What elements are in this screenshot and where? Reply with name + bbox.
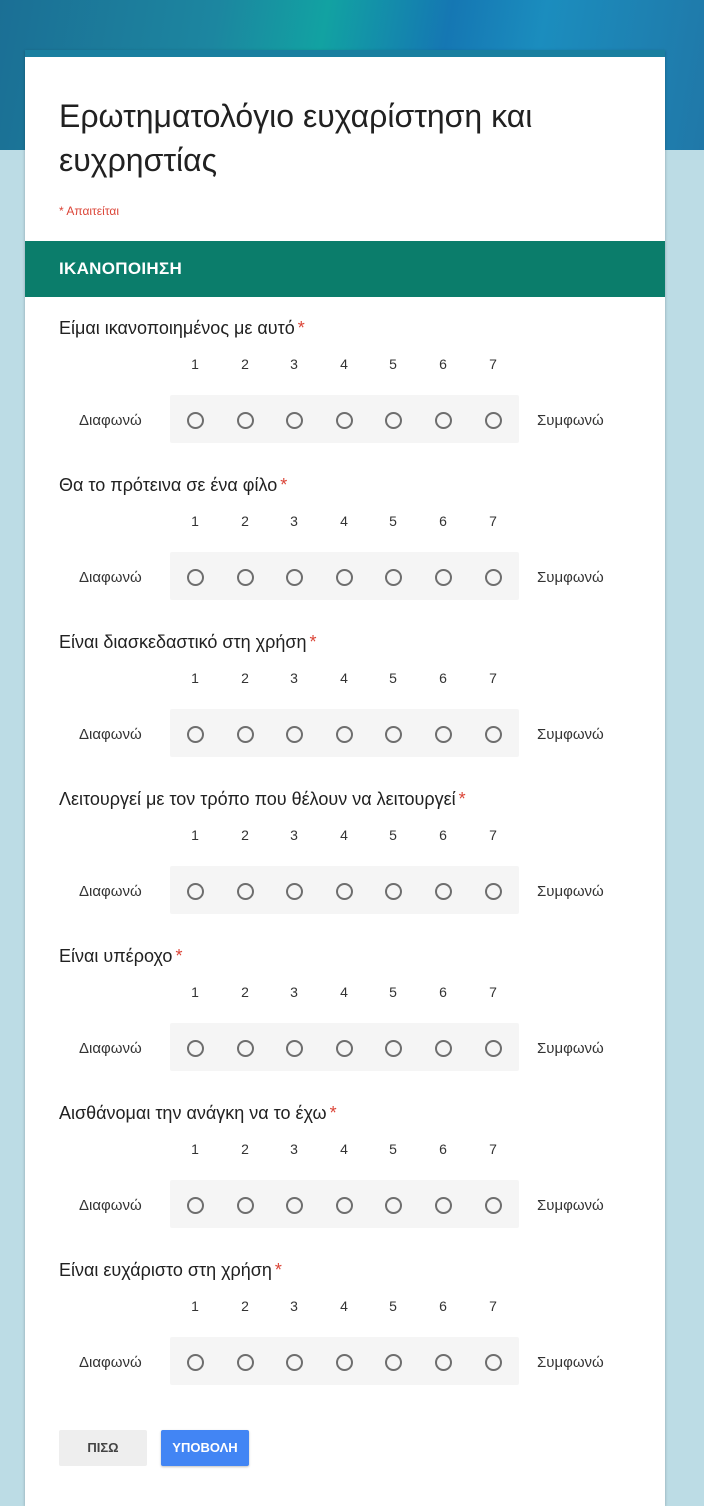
scale-number: 5 <box>389 984 397 1000</box>
question-title <box>59 317 305 339</box>
radio-option-4[interactable] <box>336 1040 353 1057</box>
radio-option-2[interactable] <box>237 1354 254 1371</box>
radio-option-5[interactable] <box>385 1354 402 1371</box>
radio-option-2[interactable] <box>237 569 254 586</box>
scale-number: 2 <box>241 1141 249 1157</box>
scale-number: 4 <box>340 984 348 1000</box>
scale-number: 1 <box>191 513 199 529</box>
scale-right-label: Συμφωνώ <box>537 1040 604 1057</box>
scale-number: 6 <box>439 1298 447 1314</box>
scale-number: 7 <box>489 356 497 372</box>
radio-option-3[interactable] <box>286 412 303 429</box>
radio-option-4[interactable] <box>336 1197 353 1214</box>
scale-number: 3 <box>290 1141 298 1157</box>
radio-option-2[interactable] <box>237 726 254 743</box>
scale-number: 1 <box>191 356 199 372</box>
scale-left-label: Διαφωνώ <box>79 1197 142 1214</box>
radio-option-7[interactable] <box>485 1354 502 1371</box>
question-title <box>59 474 287 496</box>
radio-option-6[interactable] <box>435 883 452 900</box>
radio-option-1[interactable] <box>187 726 204 743</box>
scale-number: 6 <box>439 670 447 686</box>
scale-number: 4 <box>340 827 348 843</box>
scale-left-label: Διαφωνώ <box>79 726 142 743</box>
card-accent-bar <box>25 50 665 57</box>
radio-option-1[interactable] <box>187 883 204 900</box>
scale-number: 4 <box>340 513 348 529</box>
scale-number: 1 <box>191 827 199 843</box>
radio-option-5[interactable] <box>385 569 402 586</box>
radio-option-5[interactable] <box>385 412 402 429</box>
scale-number: 5 <box>389 356 397 372</box>
radio-option-6[interactable] <box>435 569 452 586</box>
radio-option-7[interactable] <box>485 569 502 586</box>
radio-option-3[interactable] <box>286 1354 303 1371</box>
radio-option-7[interactable] <box>485 412 502 429</box>
radio-option-2[interactable] <box>237 412 254 429</box>
radio-option-6[interactable] <box>435 412 452 429</box>
radio-option-4[interactable] <box>336 569 353 586</box>
scale-number: 6 <box>439 1141 447 1157</box>
scale-number: 2 <box>241 827 249 843</box>
scale-number: 4 <box>340 356 348 372</box>
scale-number: 4 <box>340 1298 348 1314</box>
scale-number: 5 <box>389 513 397 529</box>
question-item <box>25 788 665 945</box>
question-title <box>59 1259 282 1281</box>
radio-option-4[interactable] <box>336 883 353 900</box>
scale-number: 6 <box>439 356 447 372</box>
question-item <box>25 1102 665 1259</box>
required-star: * <box>458 789 466 809</box>
required-star: * <box>280 475 288 495</box>
radio-option-1[interactable] <box>187 569 204 586</box>
scale-number: 1 <box>191 984 199 1000</box>
scale-right-label: Συμφωνώ <box>537 1197 604 1214</box>
radio-option-6[interactable] <box>435 726 452 743</box>
scale-left-label: Διαφωνώ <box>79 883 142 900</box>
question-item <box>25 631 665 788</box>
radio-option-7[interactable] <box>485 1040 502 1057</box>
radio-option-1[interactable] <box>187 1040 204 1057</box>
radio-option-5[interactable] <box>385 883 402 900</box>
question-text: Είμαι ικανοποιημένος με αυτό <box>59 318 295 338</box>
scale-number: 2 <box>241 984 249 1000</box>
scale-number: 6 <box>439 827 447 843</box>
question-title <box>59 631 316 653</box>
required-star: * <box>175 946 183 966</box>
radio-option-4[interactable] <box>336 726 353 743</box>
scale-number: 3 <box>290 670 298 686</box>
radio-option-5[interactable] <box>385 1197 402 1214</box>
scale-left-label: Διαφωνώ <box>79 1040 142 1057</box>
scale-number: 1 <box>191 670 199 686</box>
required-star: * <box>274 1260 282 1280</box>
question-item <box>25 317 665 474</box>
question-title <box>59 788 466 810</box>
scale-number: 7 <box>489 984 497 1000</box>
scale-number: 7 <box>489 670 497 686</box>
scale-number: 1 <box>191 1141 199 1157</box>
question-text: Αισθάνομαι την ανάγκη να το έχω <box>59 1103 327 1123</box>
radio-option-7[interactable] <box>485 1197 502 1214</box>
radio-option-4[interactable] <box>336 1354 353 1371</box>
scale-left-label: Διαφωνώ <box>79 1354 142 1371</box>
radio-option-1[interactable] <box>187 412 204 429</box>
scale-right-label: Συμφωνώ <box>537 412 604 429</box>
form-card <box>25 50 665 1506</box>
scale-number: 2 <box>241 513 249 529</box>
scale-number: 7 <box>489 513 497 529</box>
scale-right-label: Συμφωνώ <box>537 726 604 743</box>
radio-option-7[interactable] <box>485 726 502 743</box>
scale-right-label: Συμφωνώ <box>537 569 604 586</box>
question-item <box>25 945 665 1102</box>
scale-left-label: Διαφωνώ <box>79 412 142 429</box>
scale-number: 4 <box>340 670 348 686</box>
submit-button[interactable]: ΥΠΟΒΟΛΗ <box>161 1430 249 1466</box>
radio-option-2[interactable] <box>237 883 254 900</box>
question-item <box>25 474 665 631</box>
question-text: Είναι διασκεδαστικό στη χρήση <box>59 632 307 652</box>
radio-option-3[interactable] <box>286 726 303 743</box>
scale-left-label: Διαφωνώ <box>79 569 142 586</box>
radio-option-3[interactable] <box>286 569 303 586</box>
scale-number: 3 <box>290 984 298 1000</box>
scale-number: 5 <box>389 827 397 843</box>
question-title <box>59 1102 337 1124</box>
scale-number: 3 <box>290 827 298 843</box>
section-header: ΙΚΑΝΟΠΟΙΗΣΗ <box>25 241 665 297</box>
scale-number: 7 <box>489 827 497 843</box>
radio-option-6[interactable] <box>435 1354 452 1371</box>
radio-option-4[interactable] <box>336 412 353 429</box>
radio-option-5[interactable] <box>385 1040 402 1057</box>
question-item <box>25 1259 665 1416</box>
question-text: Είναι ευχάριστο στη χρήση <box>59 1260 272 1280</box>
required-star: * <box>329 1103 337 1123</box>
radio-option-1[interactable] <box>187 1197 204 1214</box>
radio-option-7[interactable] <box>485 883 502 900</box>
scale-number: 7 <box>489 1141 497 1157</box>
radio-option-6[interactable] <box>435 1197 452 1214</box>
scale-number: 2 <box>241 356 249 372</box>
question-text: Θα το πρότεινα σε ένα φίλο <box>59 475 278 495</box>
radio-option-3[interactable] <box>286 1197 303 1214</box>
scale-number: 2 <box>241 670 249 686</box>
radio-option-3[interactable] <box>286 1040 303 1057</box>
form-title: Ερωτηματολόγιο ευχαρίστηση και ευχρηστίας <box>59 98 533 178</box>
scale-number: 3 <box>290 356 298 372</box>
scale-number: 1 <box>191 1298 199 1314</box>
scale-right-label: Συμφωνώ <box>537 883 604 900</box>
question-title <box>59 945 182 967</box>
radio-option-2[interactable] <box>237 1040 254 1057</box>
question-text: Λειτουργεί με τον τρόπο που θέλουν να λειτουργεί <box>59 789 456 809</box>
scale-number: 7 <box>489 1298 497 1314</box>
radio-option-6[interactable] <box>435 1040 452 1057</box>
radio-option-1[interactable] <box>187 1354 204 1371</box>
scale-number: 3 <box>290 1298 298 1314</box>
question-text: Είναι υπέροχο <box>59 946 173 966</box>
scale-number: 6 <box>439 513 447 529</box>
required-star: * <box>309 632 317 652</box>
radio-option-2[interactable] <box>237 1197 254 1214</box>
scale-number: 4 <box>340 1141 348 1157</box>
required-note: * Απαιτείται <box>59 204 119 218</box>
radio-option-5[interactable] <box>385 726 402 743</box>
scale-right-label: Συμφωνώ <box>537 1354 604 1371</box>
required-star: * <box>297 318 305 338</box>
scale-number: 5 <box>389 670 397 686</box>
scale-number: 3 <box>290 513 298 529</box>
scale-number: 5 <box>389 1298 397 1314</box>
radio-option-3[interactable] <box>286 883 303 900</box>
scale-number: 5 <box>389 1141 397 1157</box>
back-button[interactable]: ΠΙΣΩ <box>59 1430 147 1466</box>
scale-number: 6 <box>439 984 447 1000</box>
scale-number: 2 <box>241 1298 249 1314</box>
